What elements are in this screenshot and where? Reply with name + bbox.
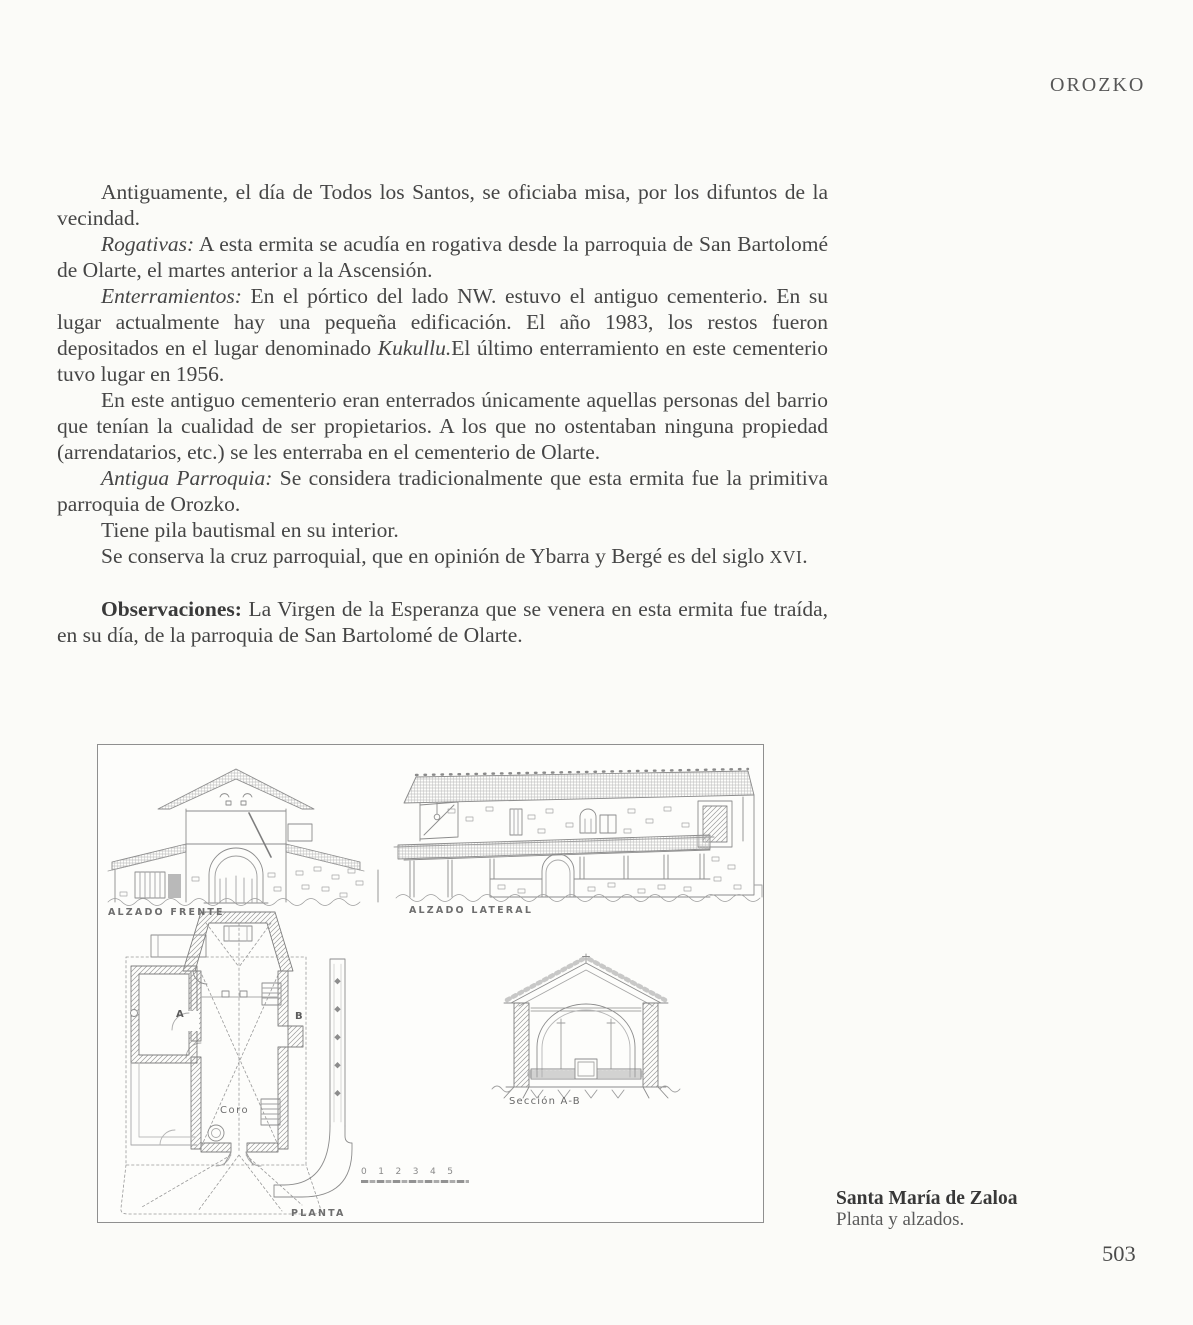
paragraph-text: Tiene pila bautismal en su interior. xyxy=(101,518,399,542)
paragraph-text: En el pórtico del lado NW. estuvo el antiguo cementerio. En su lugar actualmente hay una pequeña edificación. El año 1983, los restos fueron depositados en el lugar denominado xyxy=(57,284,828,360)
front-elevation-drawing xyxy=(108,769,378,906)
architectural-drawings xyxy=(98,745,763,1222)
paragraph-lead-italic: Rogativas: xyxy=(101,232,195,256)
page-number: 503 xyxy=(1102,1241,1136,1266)
section-marker-a: A xyxy=(176,1009,184,1020)
paragraph-lead-bold: Observaciones: xyxy=(101,597,242,621)
caption-subtitle: Planta y alzados. xyxy=(836,1209,965,1230)
paragraph-text: Se considera tradicionalmente que esta ermita fue la primitiva parroquia de Orozko. xyxy=(57,466,828,516)
label-seccion: Sección A-B xyxy=(509,1096,581,1107)
paragraph-rogativas xyxy=(57,231,828,283)
label-alzado-lateral: ALZADO LATERAL xyxy=(409,905,534,916)
scale-bar-rule xyxy=(361,1180,469,1183)
paragraph-lead-italic: Antigua Parroquia: xyxy=(101,466,273,490)
scale-tick: 0 xyxy=(361,1167,367,1177)
paragraph-text: La Virgen de la Esperanza que se venera en esta ermita fue traída, en su día, de la parroquia de San Bartolomé de Olarte. xyxy=(57,597,828,647)
paragraph-enterramientos xyxy=(57,283,828,387)
scale-bar xyxy=(361,1167,473,1183)
scale-tick-labels xyxy=(361,1167,453,1177)
section-drawing xyxy=(492,954,680,1098)
paragraph-text: . xyxy=(802,544,808,568)
scale-tick: 3 xyxy=(412,1167,419,1177)
paragraph-antigua-parroquia xyxy=(57,465,828,517)
scale-tick: 4 xyxy=(430,1167,436,1177)
paragraph-text: En este antiguo cementerio eran enterrados únicamente aquellas personas del barrio que tenían la cualidad de ser propietarios. A los que no ostentaban ninguna propiedad (arrendatarios, etc.) se les enterraba en el cementerio de Olarte. xyxy=(57,388,828,464)
paragraph-text: A esta ermita se acudía en rogativa desde la parroquia de San Bartolomé de Olarte, el martes anterior a la Ascensión. xyxy=(57,232,828,282)
figure-plate xyxy=(97,744,764,1223)
figure-caption xyxy=(836,1188,1017,1230)
body-text xyxy=(57,179,828,648)
floor-plan-drawing xyxy=(121,912,352,1214)
italic-term: Kukullu. xyxy=(377,336,452,360)
label-planta: PLANTA xyxy=(291,1208,346,1219)
paragraph-pila xyxy=(57,517,828,543)
running-header: OROZKO xyxy=(1050,74,1146,96)
paragraph-text: El último enterramiento en este cementerio tuvo lugar en 1956. xyxy=(57,336,828,386)
smallcaps-roman-numeral: XVI xyxy=(769,547,803,567)
scale-tick: 1 xyxy=(378,1167,384,1177)
paragraph-text: Se conserva la cruz parroquial, que en opinión de Ybarra y Bergé es del siglo xyxy=(101,544,770,568)
scale-tick: 2 xyxy=(395,1167,402,1177)
paragraph-text: Antiguamente, el día de Todos los Santos, se oficiaba misa, por los difuntos de la vecindad. xyxy=(57,180,828,230)
paragraph-antiguamente xyxy=(57,179,828,231)
paragraph-cruz xyxy=(57,543,828,570)
label-alzado-frente: ALZADO FRENTE xyxy=(108,907,225,918)
section-marker-b: B xyxy=(295,1011,303,1022)
label-coro: Coro xyxy=(220,1105,250,1116)
paragraph-lead-italic: Enterramientos: xyxy=(101,284,242,308)
caption-title: Santa María de Zaloa xyxy=(836,1188,1018,1209)
scale-tick: 5 xyxy=(447,1167,453,1177)
paragraph-cementerio xyxy=(57,387,828,465)
paragraph-observaciones xyxy=(57,596,828,648)
side-elevation-drawing xyxy=(394,769,762,902)
